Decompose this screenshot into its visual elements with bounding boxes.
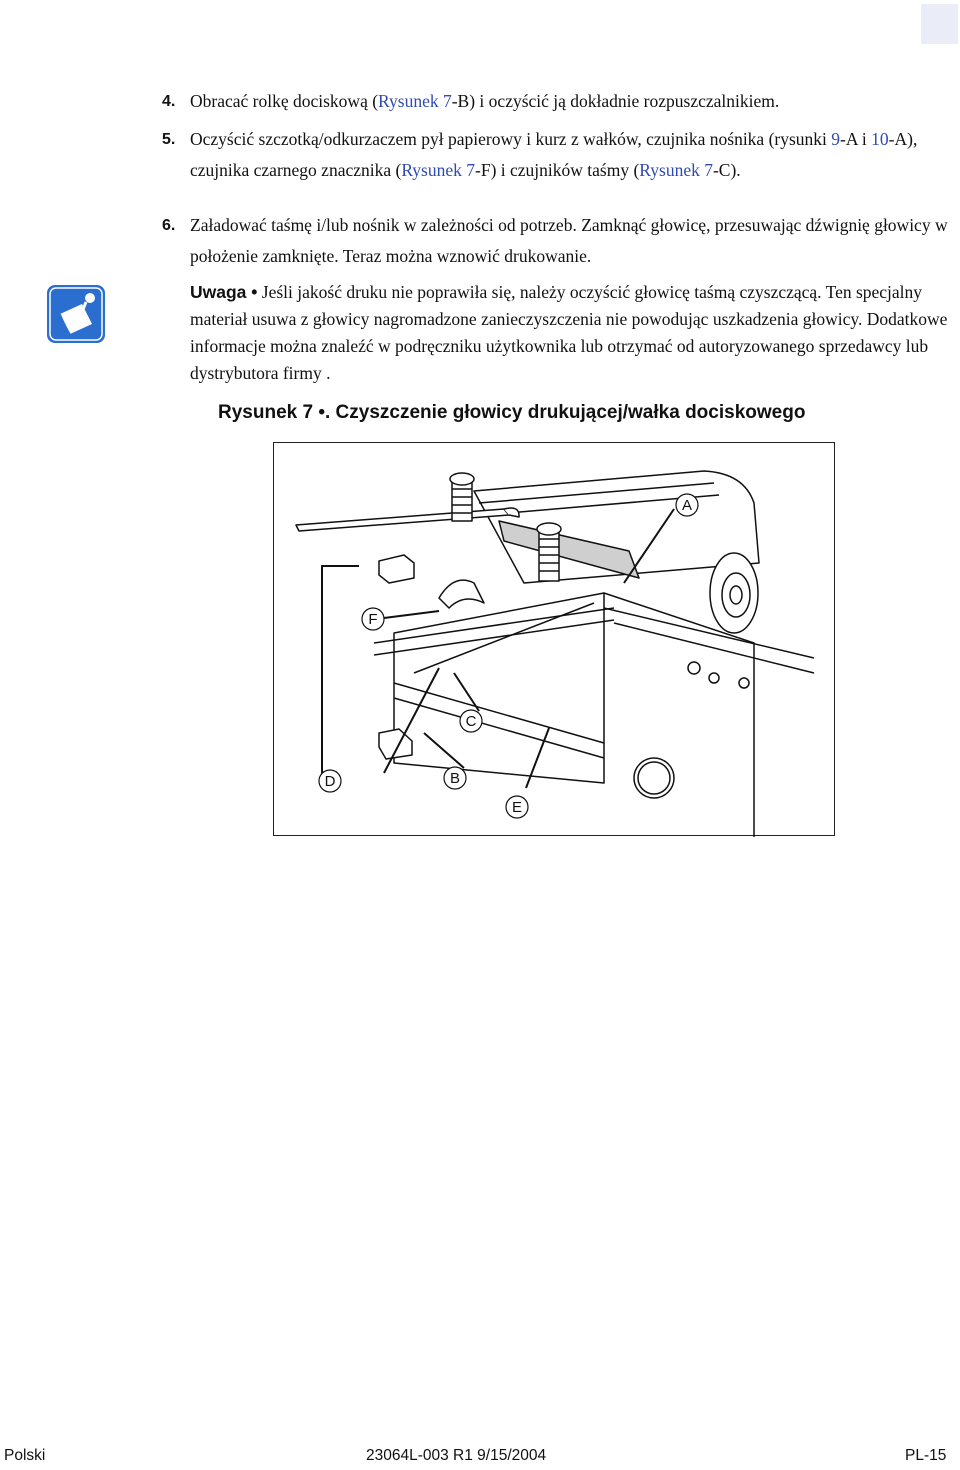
corner-tab xyxy=(921,4,958,44)
step-4 xyxy=(162,86,952,117)
step-number: 4. xyxy=(162,93,176,110)
step-text xyxy=(190,124,952,186)
figure-caption: Rysunek 7 •. Czyszczenie głowicy drukującej/wałka dociskowego xyxy=(218,402,806,423)
step-5 xyxy=(162,124,952,186)
step-text-run: Załadować taśmę i/lub nośnik w zależności od potrzeb. Zamknąć głowicę, przesuwając dźwignię głowicy w położenie zamknięte. Teraz można wznowić drukowanie. xyxy=(190,215,948,266)
footer-page-number: PL-15 xyxy=(905,1447,947,1464)
printer-mechanism-illustration xyxy=(274,443,836,837)
note-label: Uwaga • xyxy=(190,282,258,302)
step-text-run: -A), czujnika czarnego znacznika ( xyxy=(190,129,918,180)
step-text-run: -B) i oczyścić ją dokładnie rozpuszczalnikiem. xyxy=(451,91,780,111)
step-number: 6. xyxy=(162,217,176,234)
figure-reference-link[interactable]: 10 xyxy=(871,129,889,149)
note-text: Jeśli jakość druku nie poprawiła się, należy oczyścić głowicę taśmą czyszczącą. Ten specjalny materiał usuwa z głowicy nagromadzone zanieczyszczenia nie powodując uszkadzenia głowicy. Dodatkowe informacje można znaleźć w podręczniku użytkownika lub otrzymać od autoryzowanego sprzedawcy lub dystrybutora firmy . xyxy=(190,282,948,383)
callout-f: F xyxy=(368,611,378,628)
figure-reference-link[interactable]: Rysunek 7 xyxy=(639,160,713,180)
printhead-cleaning-figure xyxy=(273,442,835,836)
figure-reference-link[interactable]: 9 xyxy=(831,129,841,149)
step-text xyxy=(190,210,952,272)
step-text-run: -C). xyxy=(712,160,741,180)
step-text-run: -F) i czujników taśmy ( xyxy=(475,160,640,180)
callout-b: B xyxy=(449,770,461,787)
step-number: 5. xyxy=(162,131,176,148)
step-text-run: Obracać rolkę dociskową ( xyxy=(190,91,379,111)
figure-reference-link[interactable]: Rysunek 7 xyxy=(378,91,452,111)
callout-e: E xyxy=(511,799,523,816)
step-text-run: -A i xyxy=(840,129,872,149)
callout-c: C xyxy=(465,713,477,730)
note-icon xyxy=(46,284,106,344)
step-6 xyxy=(162,210,952,272)
note xyxy=(190,279,958,387)
callout-d: D xyxy=(324,773,336,790)
footer-language: Polski xyxy=(4,1447,46,1464)
figure-reference-link[interactable]: Rysunek 7 xyxy=(401,160,476,180)
callout-a: A xyxy=(681,497,693,514)
step-text xyxy=(190,86,952,117)
step-text-run: Oczyścić szczotką/odkurzaczem pył papierowy i kurz z wałków, czujnika nośnika (rysunki xyxy=(190,129,832,149)
footer-doc-id: 23064L-003 R1 9/15/2004 xyxy=(366,1447,547,1464)
